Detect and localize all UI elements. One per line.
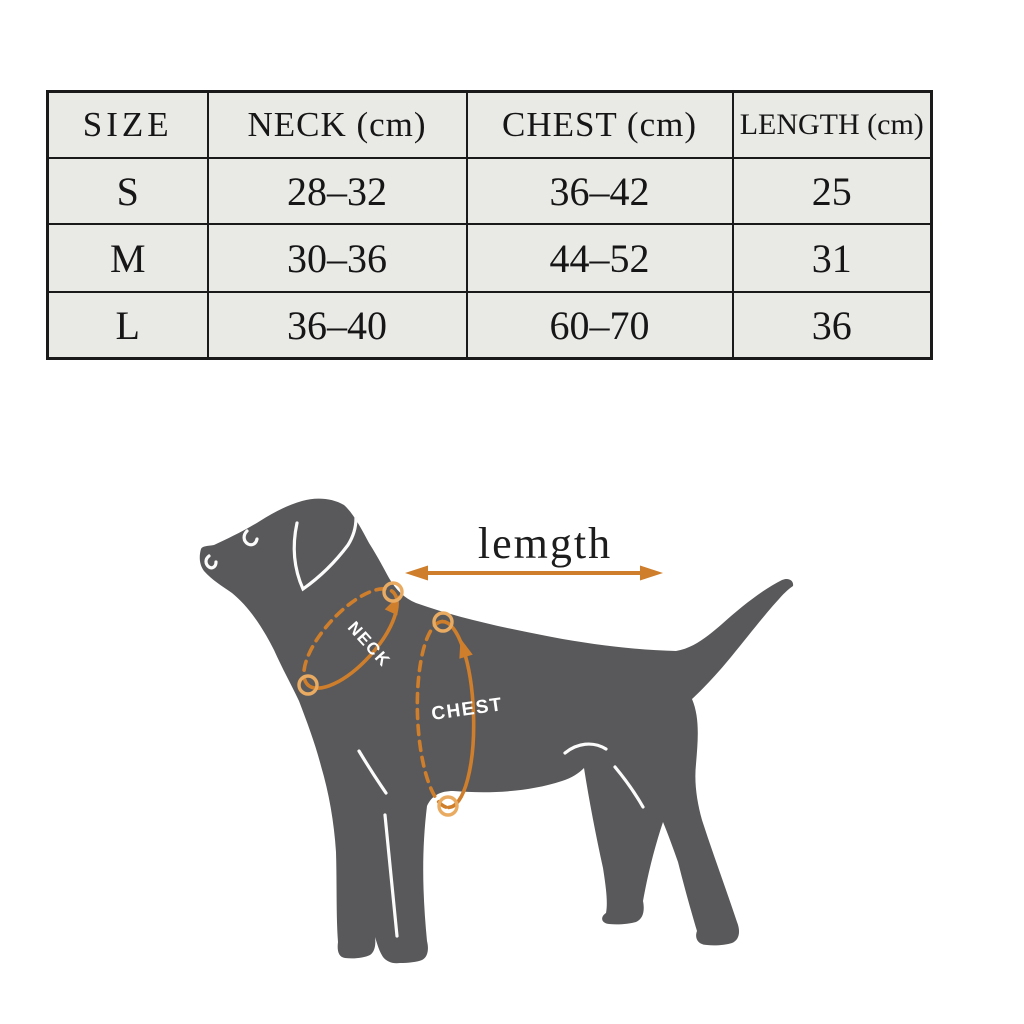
cell-length: 31	[733, 224, 932, 292]
cell-chest: 60–70	[467, 292, 733, 359]
cell-chest: 44–52	[467, 224, 733, 292]
length-measure	[405, 519, 663, 581]
cell-size: S	[48, 158, 208, 224]
cell-length: 25	[733, 158, 932, 224]
arrowhead-right	[640, 566, 663, 581]
header-chest: CHEST (cm)	[467, 92, 733, 159]
header-length: LENGTH (cm)	[733, 92, 932, 159]
cell-neck: 30–36	[208, 224, 467, 292]
chest-label: CHEST	[430, 694, 505, 725]
header-neck: NECK (cm)	[208, 92, 467, 159]
neck-label: NECK	[343, 617, 395, 671]
cell-length: 36	[733, 292, 932, 359]
cell-size: M	[48, 224, 208, 292]
arrowhead-left	[405, 566, 428, 581]
cell-neck: 28–32	[208, 158, 467, 224]
cell-size: L	[48, 292, 208, 359]
cell-chest: 36–42	[467, 158, 733, 224]
dog-silhouette-image	[200, 499, 793, 964]
cell-neck: 36–40	[208, 292, 467, 359]
length-label: lemgth	[477, 519, 613, 568]
header-size: SIZE	[48, 92, 208, 159]
